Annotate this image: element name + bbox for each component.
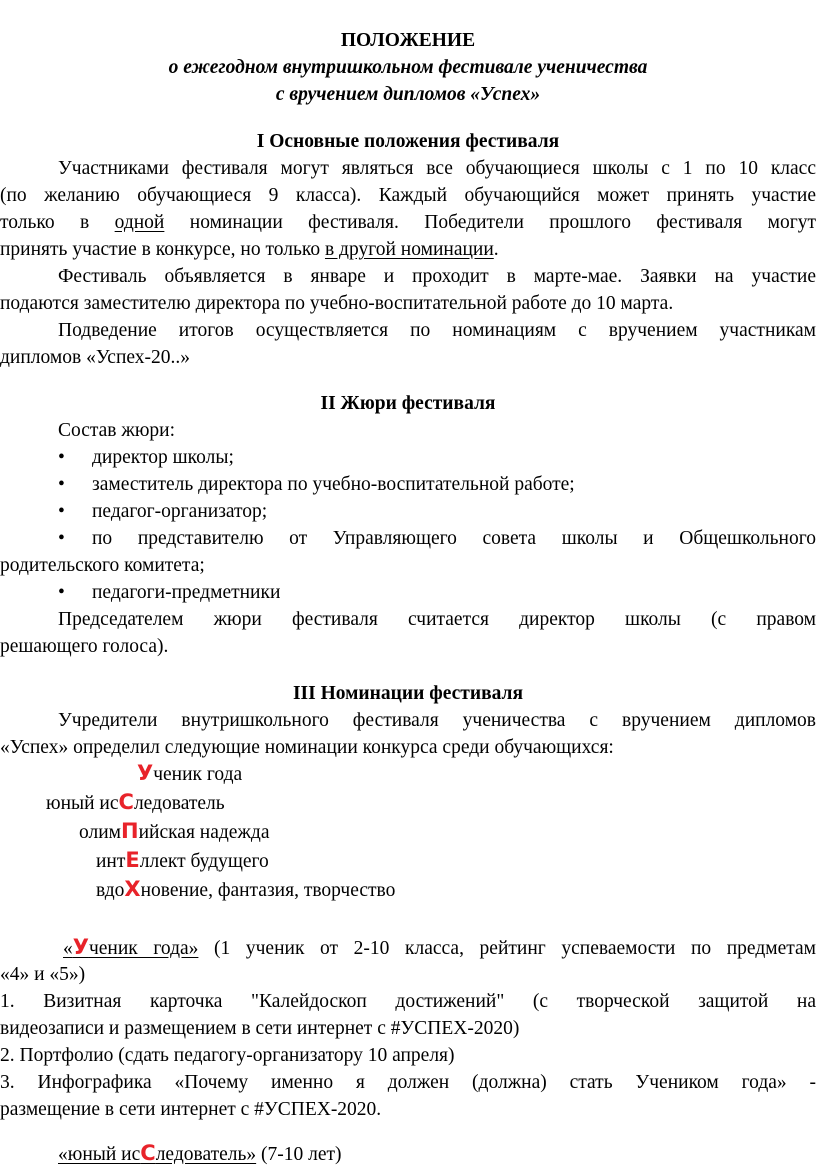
nomination-2-line [58, 1140, 342, 1168]
text-span: « [63, 938, 73, 959]
nomination-1-item-3-line-2: размещение в сети интернет с #УСПЕХ-2020. [0, 1099, 382, 1120]
text-span: номинации фестиваля. Победители прошлого фестиваля могут [189, 212, 816, 233]
jury-chair-line-1: Председателем жюри фестиваля считается директор школы (с правом [58, 609, 816, 630]
text-span: . [493, 239, 499, 260]
nomination-1-desc: (1 ученик от 2-10 класса, рейтинг успеваемости по предметам [214, 938, 816, 959]
text-span: олим [79, 822, 121, 843]
acrostic-line [137, 760, 242, 788]
acrostic-letter: У [137, 761, 154, 785]
section-1-para-2-line-2: подаются заместителю директора по учебно-воспитательной работе до 10 марта. [0, 293, 674, 314]
section-1-line-1: Участниками фестиваля могут являться все обучающиеся школы с 1 по 10 класс [58, 158, 816, 179]
section-1-para-2-line-1: Фестиваль объявляется в январе и проходит в марте-мае. Заявки на участие [58, 266, 816, 287]
jury-item-text: директор школы; [92, 447, 234, 468]
document-subtitle-line-1: о ежегодном внутришкольном фестивале ученичества [168, 57, 648, 78]
item-number: 1. [0, 991, 15, 1012]
acrostic-letter: П [121, 819, 139, 843]
item-text: Портфолио (сдать педагогу-организатору 10 апреля) [19, 1045, 455, 1066]
text-span: ийская надежда [138, 822, 270, 843]
section-3-heading: III Номинации фестиваля [292, 683, 524, 704]
section-3-intro-line-2: «Успех» определил следующие номинации конкурса среди обучающихся: [0, 737, 614, 758]
nomination-2-title [58, 1141, 257, 1165]
document-title: ПОЛОЖЕНИЕ [340, 30, 476, 51]
bullet-icon: • [58, 447, 65, 468]
nomination-2-desc: (7-10 лет) [261, 1144, 342, 1165]
section-1-heading: I Основные положения фестиваля [256, 131, 560, 152]
bullet-icon: • [58, 528, 65, 549]
jury-chair-line-2: решающего голоса). [0, 636, 169, 657]
acrostic-line [96, 876, 395, 904]
nomination-1-line-2: «4» и «5») [0, 964, 86, 985]
section-1-line-4 [0, 236, 499, 263]
acrostic-letter: С [118, 790, 134, 814]
item-text: Инфографика «Почему именно я должен (должна) стать Учеником года» - [37, 1072, 816, 1093]
nomination-1-item-1-line-2: видеозаписи и размещением в сети интернет с #УСПЕХ-2020) [0, 1018, 520, 1039]
text-span: вдо [96, 880, 125, 901]
acrostic-line [96, 847, 269, 875]
bullet-icon: • [58, 474, 65, 495]
text-span: ченик года [153, 764, 243, 785]
nomination-1-item-2 [0, 1042, 455, 1069]
text-span: ллект будущего [139, 851, 269, 872]
item-number: 2. [0, 1045, 15, 1066]
acrostic-line [46, 789, 225, 817]
section-1-line-2: (по желанию обучающиеся 9 класса). Каждый обучающийся может принять участие [0, 185, 816, 206]
jury-intro: Состав жюри: [58, 420, 176, 441]
section-1-para-3-line-1: Подведение итогов осуществляется по номинациям с вручением участникам [58, 320, 816, 341]
text-span: ледователь [133, 793, 225, 814]
text-span: новение, фантазия, творчество [140, 880, 396, 901]
jury-item-text: по представителю от Управляющего совета школы и Общешкольного [92, 528, 816, 549]
document-subtitle-line-2: с вручением дипломов «Успех» [275, 84, 541, 105]
section-3-intro-line-1: Учредители внутришкольного фестиваля ученичества с вручением дипломов [58, 710, 816, 731]
jury-item-text: заместитель директора по учебно-воспитательной работе; [92, 474, 575, 495]
nomination-1-title [63, 935, 199, 959]
bullet-icon: • [58, 582, 65, 603]
acrostic-line [79, 818, 270, 846]
text-span: принять участие в конкурсе, но только [0, 239, 321, 260]
item-text: Визитная карточка "Калейдоскоп достижений" (с творческой защитой на [43, 991, 816, 1012]
section-1-para-3-line-2: дипломов «Успех-20..» [0, 347, 191, 368]
acrostic-letter: Е [125, 848, 140, 872]
text-span: только в [0, 212, 90, 233]
underlined-other-nomination: в другой номинации [324, 239, 494, 260]
acrostic-letter: Х [124, 877, 141, 901]
text-span: ченик года» [88, 938, 199, 959]
text-span: инт [96, 851, 126, 872]
jury-item-continuation: родительского комитета; [0, 555, 205, 576]
section-1-line-3 [0, 209, 816, 236]
text-span: «юный ис [58, 1144, 141, 1165]
jury-item-text: педагог-организатор; [92, 501, 268, 522]
text-span: юный ис [46, 793, 119, 814]
bullet-icon: • [58, 501, 65, 522]
item-number: 3. [0, 1072, 15, 1093]
nomination-1-item-3-line-1 [0, 1069, 816, 1096]
text-span: ледователь» [155, 1144, 257, 1165]
nomination-1-item-1-line-1 [0, 988, 816, 1015]
acrostic-letter: С [140, 1141, 156, 1165]
section-2-heading: II Жюри фестиваля [320, 393, 496, 414]
underlined-word-one: одной [114, 212, 165, 233]
nomination-1-line-1 [0, 934, 816, 962]
acrostic-letter: У [72, 935, 89, 959]
jury-item-text: педагоги-предметники [92, 582, 281, 603]
